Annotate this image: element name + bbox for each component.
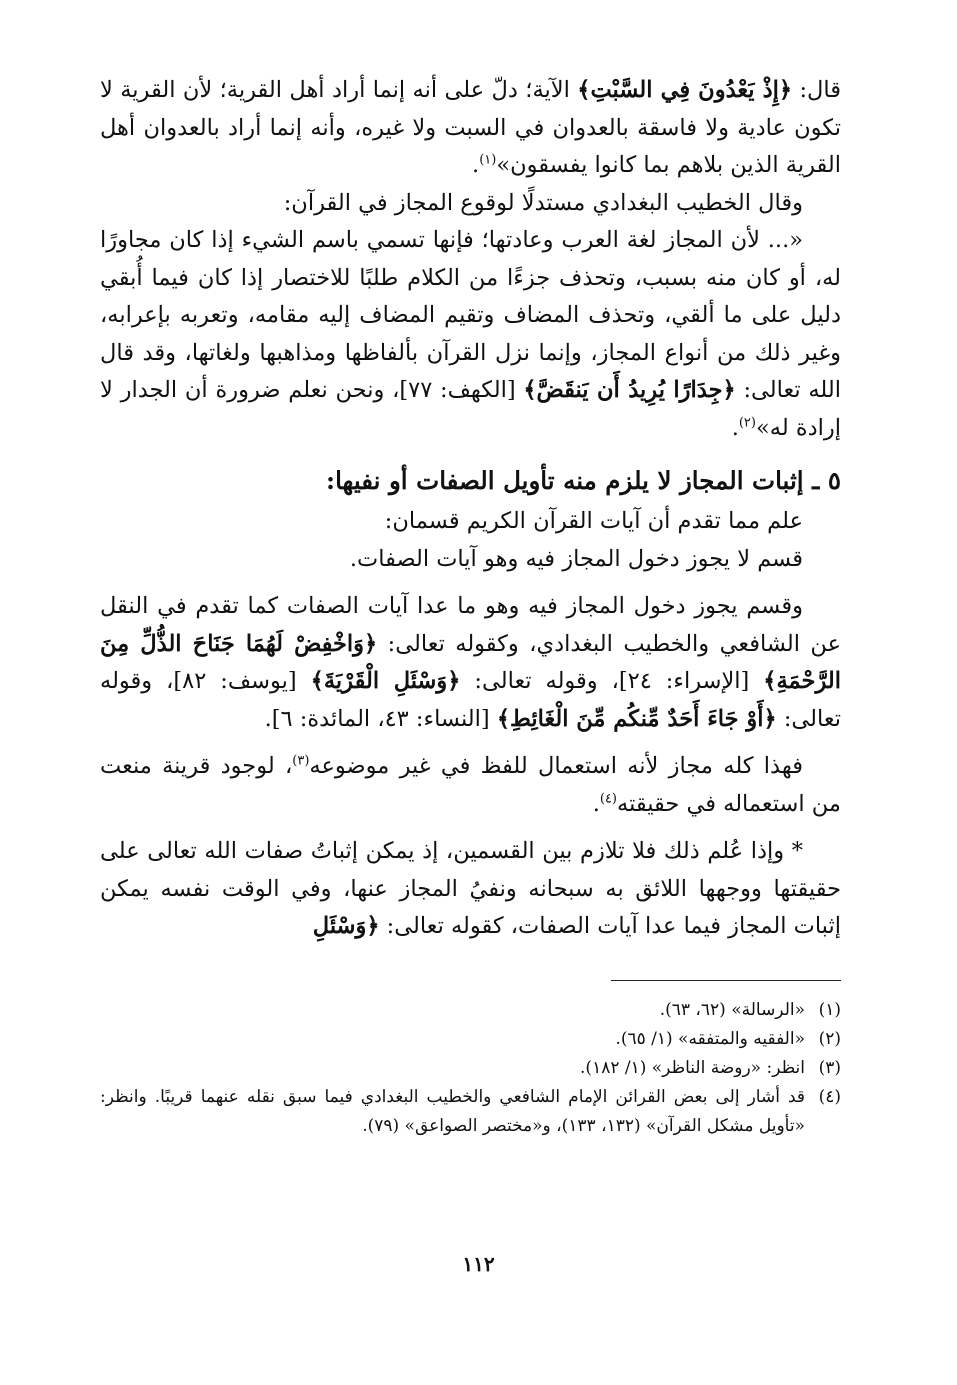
paragraph-8 xyxy=(100,833,841,946)
text: وقسم يجوز دخول المجاز فيه وهو ما عدا آيات الصفات كما تقدم في النقل عن الشافعي والخطيب البغدادي، وكقوله تعالى: xyxy=(100,593,841,657)
quran-verse: ﴿وَاخْفِضْ لَهُمَا جَنَاحَ الذُّلِّ مِنَ الرَّحْمَةِ﴾ xyxy=(100,630,841,694)
footnote-divider xyxy=(611,980,841,981)
footnote-ref[interactable]: (١) xyxy=(479,152,497,168)
quran-verse: ﴿وَسْئَلِ xyxy=(312,913,380,939)
footnote-item xyxy=(100,996,841,1025)
paragraph-3 xyxy=(100,222,841,447)
footnote-text: «الرسالة» (٦٢، ٦٣). xyxy=(659,999,805,1020)
text: فهذا كله مجاز لأنه استعمال للفظ في غير موضوعه xyxy=(309,753,803,779)
text: . xyxy=(592,790,600,817)
footnote-item xyxy=(100,1025,841,1054)
text: . xyxy=(472,152,480,178)
paragraph-5: قسم لا يجوز دخول المجاز فيه وهو آيات الصفات. xyxy=(349,545,803,572)
paragraph-1 xyxy=(100,72,841,185)
footnote-ref[interactable]: (٢) xyxy=(738,415,756,430)
text: «... لأن المجاز لغة العرب وعادتها؛ فإنها تسمي باسم الشيء إذا كان مجاورًا له، أو كان منه بسبب، وتحذف جزءًا من الكلام طلبًا للاختصار إذا كان فيما أُبقي دليل على ما ألقي، وتحذف المضاف وتقيم المضاف إليه مقامه، وتعربه بإعرابه، وغير ذلك من أنواع المجاز، وإنما نزل القرآن بألفاظها ومذاهبها ولغاتها، وقد قال الله تعالى: xyxy=(100,227,841,403)
quran-verse: ﴿وَسْئَلِ الْقَرْيَةَ﴾ xyxy=(310,668,461,694)
footnote-number: (١) xyxy=(818,999,841,1020)
quran-verse: ﴿أَوْ جَاءَ أَحَدٌ مِّنكُم مِّنَ الْغَائِطِ﴾ xyxy=(496,705,777,732)
section-heading: ٥ ـ إثبات المجاز لا يلزم منه تأويل الصفات أو نفيها: xyxy=(326,466,841,495)
quran-verse: ﴿إِذْ يَعْدُونَ فِي السَّبْتِ﴾ xyxy=(577,77,793,103)
footnote-number: (٤) xyxy=(818,1086,841,1107)
text: [الإسراء: ٢٤]، وقوله تعالى: xyxy=(460,668,764,694)
text: [يوسف: ٨٢]، وقوله تعالى: xyxy=(100,668,841,732)
page-number: ١١٢ xyxy=(462,1252,495,1276)
paragraph-4: علم مما تقدم أن آيات القرآن الكريم قسمان: xyxy=(384,508,803,534)
footnote-ref[interactable]: (٤) xyxy=(599,791,617,806)
text: . xyxy=(731,414,739,441)
footnote-number: (٢) xyxy=(818,1028,841,1049)
footnotes xyxy=(100,980,841,1141)
paragraph-7 xyxy=(100,748,841,823)
text: ، لوجود قرينة منعت من استعماله في حقيقته xyxy=(100,753,841,817)
footnote-text: انظر: «روضة الناظر» (١/ ١٨٢). xyxy=(580,1057,805,1078)
paragraph-2: وقال الخطيب البغدادي مستدلًا لوقوع المجاز في القرآن: xyxy=(283,189,803,216)
footnote-number: (٣) xyxy=(818,1057,841,1078)
footnote-item xyxy=(100,1083,841,1141)
text: الآية؛ دلّ على أنه إنما أراد أهل القرية؛ لأن القرية لا تكون عادية ولا فاسقة بالعدوان في السبت ولا غيره، وأنه إنما أراد بالعدوان أهل القرية الذين بلاهم بما كانوا يفسقون» xyxy=(100,77,841,178)
text: [الكهف: ٧٧]، ونحن نعلم ضرورة أن الجدار لا إرادة له» xyxy=(100,377,841,441)
footnote-ref[interactable]: (٣) xyxy=(292,753,310,769)
footnote-item xyxy=(100,1054,841,1083)
paragraph-6 xyxy=(100,588,841,738)
quran-verse: ﴿جِدَارًا يُرِيدُ أَن يَنقَضَّ﴾ xyxy=(523,377,736,403)
text: * وإذا عُلم ذلك فلا تلازم بين القسمين، إذ يمكن إثباتُ صفات الله تعالى على حقيقتها ووجهها اللائق به سبحانه ونفيُ المجاز عنها، وفي الوقت نفسه يمكن إثبات المجاز فيما عدا آيات الصفات، كقوله تعالى: xyxy=(100,838,841,939)
footnote-text: «الفقيه والمتفقه» (١/ ٦٥). xyxy=(615,1028,805,1049)
text: [النساء: ٤٣، المائدة: ٦]. xyxy=(264,705,497,732)
text: قال: xyxy=(792,77,841,103)
footnote-text: قد أشار إلى بعض القرائن الإمام الشافعي والخطيب البغدادي فيما سبق نقله عنهما قريبًا. وانظر: «تأويل مشكل القرآن» (١٣٢، ١٣٣)، و«مختصر الصواعق» (٧٩). xyxy=(100,1086,805,1136)
